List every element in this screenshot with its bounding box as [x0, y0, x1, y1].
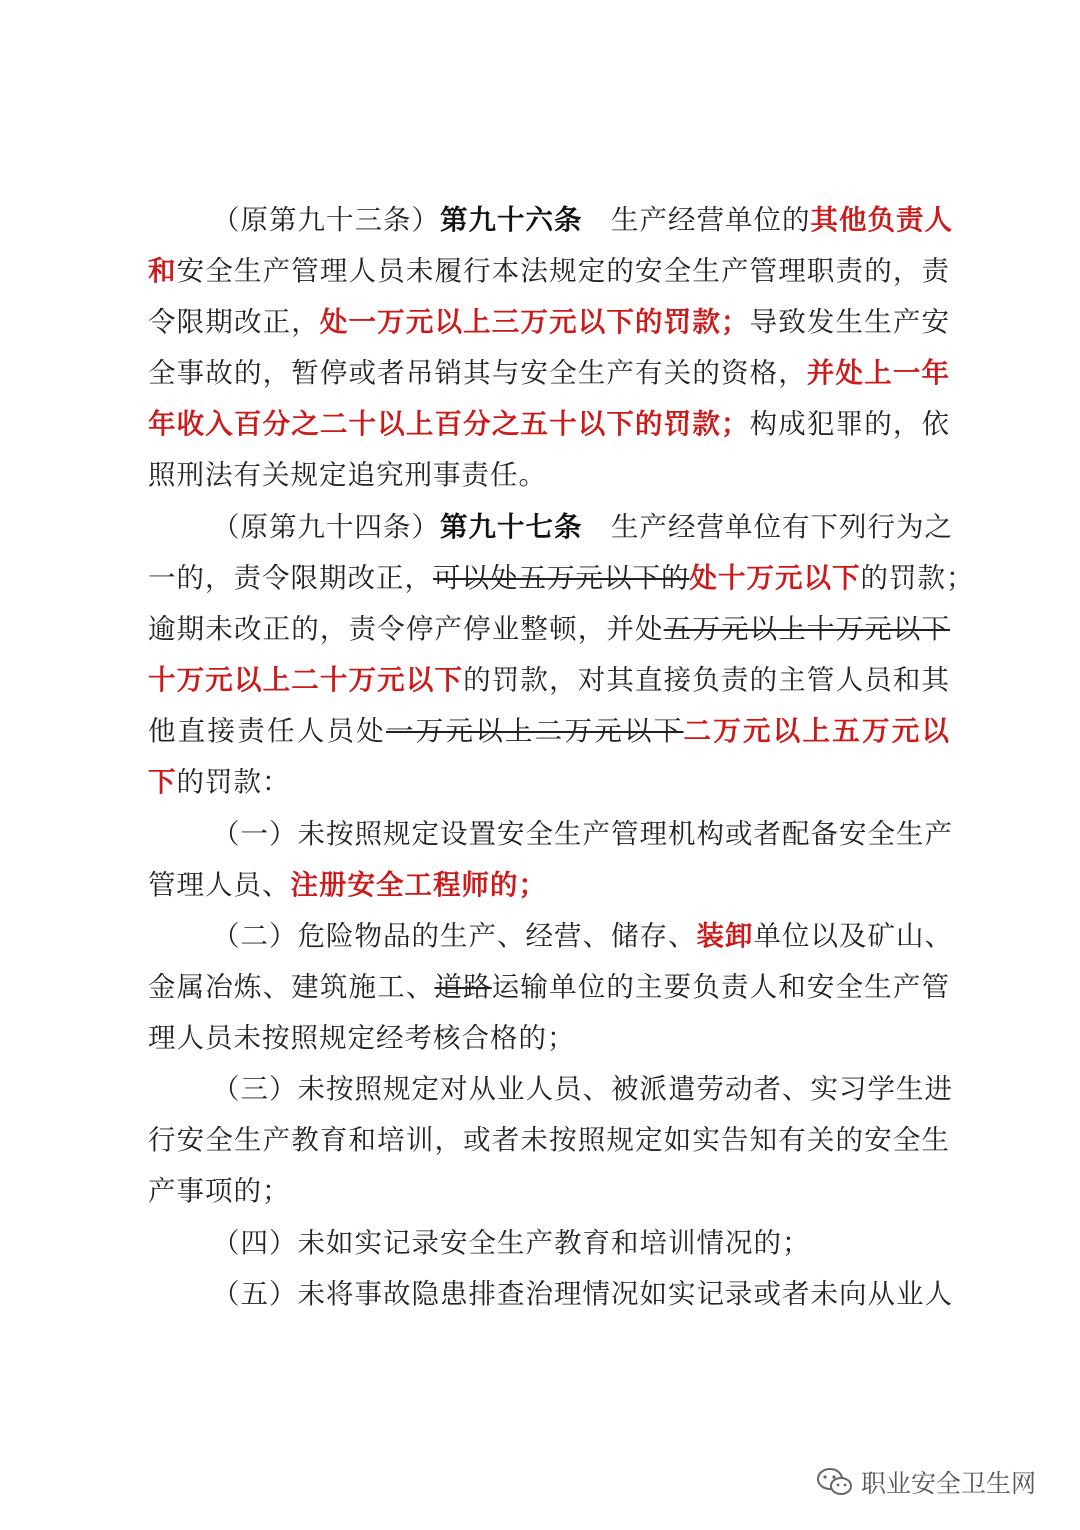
article96-line [148, 455, 950, 495]
text-segment: 生产经营单位的 [582, 204, 811, 236]
deleted-text: 五万元以上十万元以下 [663, 613, 951, 645]
text-segment: （三）未按照规定对从业人员、被派遣劳动者、实习学生进 [212, 1073, 953, 1105]
amended-text: 二万元以上五万元以 [683, 715, 950, 747]
items-line [148, 865, 950, 905]
amended-text: 年收入百分之二十以上百分之五十以下的罚款； [148, 408, 750, 440]
text-segment: 运输单位的主要负责人和安全生产管 [491, 971, 951, 1003]
watermark-text: 职业安全卫生网 [861, 1469, 1037, 1498]
items-line [212, 1069, 953, 1109]
article97-line [148, 609, 950, 649]
article96-line [148, 251, 950, 291]
text-segment: 的罚款； [860, 562, 975, 594]
article-number: 第九十六条 [440, 204, 583, 236]
text-segment: （原第九十三条） [212, 204, 440, 236]
article97-line [148, 711, 950, 751]
deleted-text: 一万元以上二万元以下 [386, 715, 684, 747]
amended-text: 其他负责人 [810, 204, 953, 236]
text-segment: （四）未如实记录安全生产教育和培训情况的； [212, 1227, 811, 1259]
text-segment: （原第九十四条） [212, 511, 440, 543]
amended-text: 注册安全工程师的； [290, 869, 547, 901]
text-segment: 生产经营单位有下列行为之 [582, 511, 953, 543]
article96-line [212, 200, 953, 240]
text-segment: 管理人员、 [148, 869, 291, 901]
amended-text: 处十万元以下 [689, 562, 861, 594]
article97-line [148, 762, 950, 802]
text-segment: 他直接责任人员处 [148, 715, 386, 747]
amended-text: 和 [148, 255, 177, 287]
text-segment: 理人员未按照规定经考核合格的； [148, 1022, 576, 1054]
text-segment: 行安全生产教育和培训，或者未按照规定如实告知有关的安全生 [148, 1124, 950, 1156]
amended-text: 并处上一年 [806, 357, 950, 389]
amended-text: 十万元以上二十万元以下 [148, 664, 464, 696]
article96-line [148, 404, 950, 444]
watermark [815, 1462, 1036, 1502]
text-segment: （五）未将事故隐患排查治理情况如实记录或者未向从业人 [212, 1278, 953, 1310]
article96-line [148, 302, 950, 342]
text-segment: 产事项的； [148, 1175, 291, 1207]
text-segment: 一的，责令限期改正， [148, 562, 433, 594]
text-segment: 导致发生生产安 [749, 306, 951, 338]
article97-line [148, 558, 975, 598]
article-number: 第九十七条 [440, 511, 583, 543]
deleted-text: 可以处五万元以下的 [433, 562, 690, 594]
items-line [212, 1274, 953, 1314]
items-line [148, 1018, 950, 1058]
article97-line [212, 507, 953, 547]
amended-text: 处一万元以上三万元以下的罚款； [319, 306, 750, 338]
wechat-icon [815, 1466, 855, 1498]
items-line [148, 967, 950, 1007]
text-segment: 照刑法有关规定追究刑事责任。 [148, 459, 547, 491]
text-segment: 单位以及矿山、 [753, 920, 953, 952]
items-line [148, 1120, 950, 1160]
text-segment: 逾期未改正的，责令停产停业整顿，并处 [148, 613, 664, 645]
text-segment: 的罚款，对其直接负责的主管人员和其 [463, 664, 951, 696]
items-line [212, 916, 953, 956]
amended-text: 下 [148, 766, 177, 798]
article97-line [148, 660, 950, 700]
items-line [148, 1171, 950, 1211]
text-segment: 构成犯罪的，依 [749, 408, 951, 440]
amended-text: 装卸 [696, 920, 754, 952]
text-segment: 令限期改正， [148, 306, 320, 338]
article96-line [148, 353, 950, 393]
text-segment: 全事故的，暂停或者吊销其与安全生产有关的资格， [148, 357, 807, 389]
text-segment: （一）未按照规定设置安全生产管理机构或者配备安全生产 [212, 818, 953, 850]
text-segment: 金属冶炼、建筑施工、 [148, 971, 435, 1003]
deleted-text: 道路 [434, 971, 492, 1003]
text-segment: 安全生产管理人员未履行本法规定的安全生产管理职责的，责 [176, 255, 951, 287]
items-line [212, 814, 953, 854]
text-segment: 的罚款： [176, 766, 291, 798]
text-segment: （二）危险物品的生产、经营、储存、 [212, 920, 697, 952]
items-line [212, 1223, 950, 1263]
